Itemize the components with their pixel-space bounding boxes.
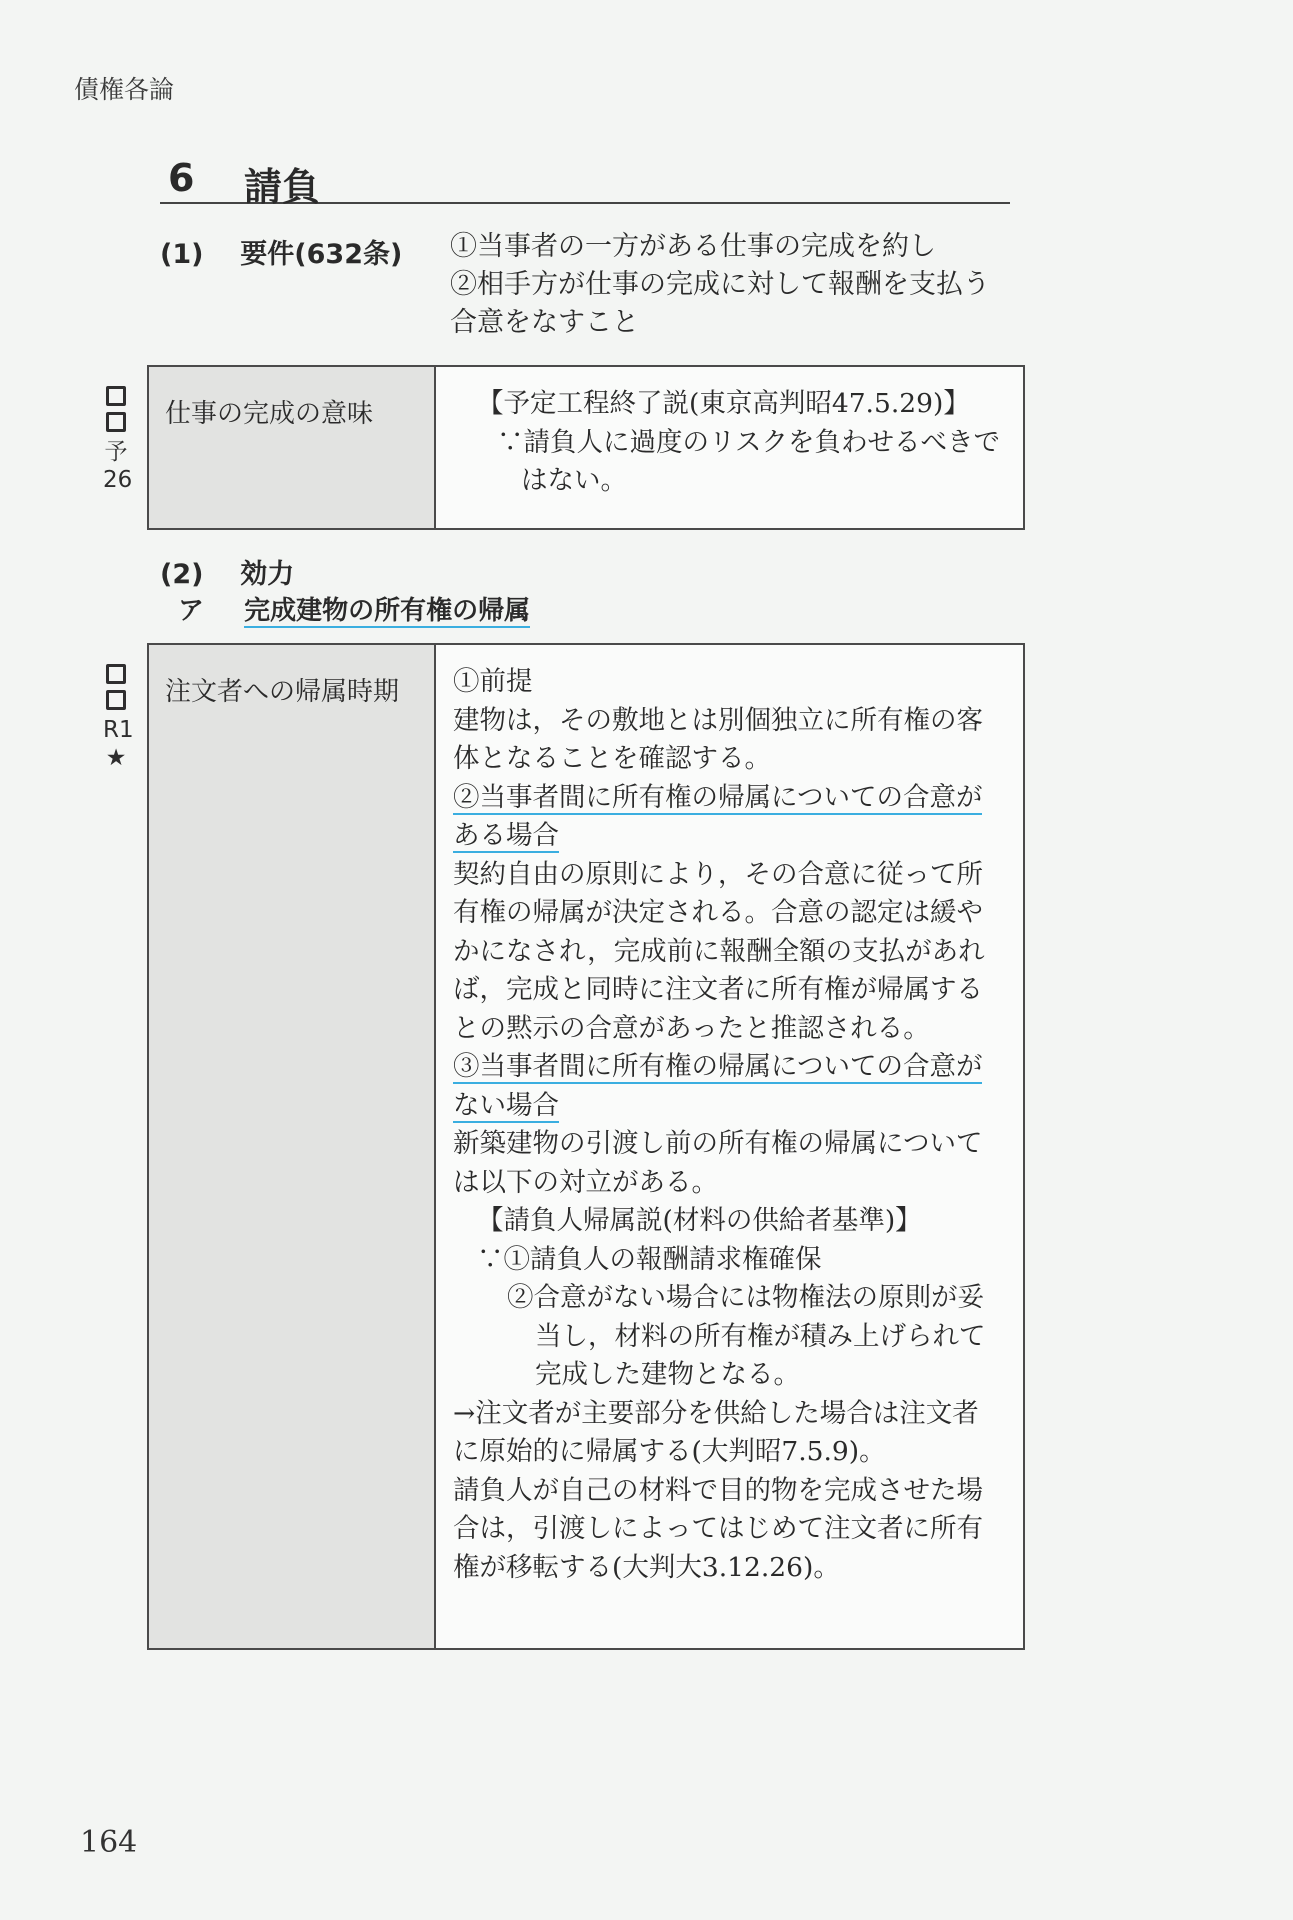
effect-sub-label: ア xyxy=(178,596,205,626)
exam-tag: 予 xyxy=(104,439,128,465)
body-line: 契約自由の原則により，その合意に従って所 xyxy=(453,858,983,890)
star-icon: ★ xyxy=(105,745,127,771)
term-label: 仕事の完成の意味 xyxy=(165,399,374,429)
requirements-title: 要件 xyxy=(240,239,295,270)
body-line: 【請負人帰属説(材料の供給者基準)】 xyxy=(477,1205,922,1236)
body-line: ∵①請負人の報酬請求権確保 xyxy=(477,1243,822,1275)
checkbox-icon[interactable] xyxy=(106,412,126,432)
reason-line: ∵請負人に過度のリスクを負わせるべきで xyxy=(497,426,1000,458)
body-line: ①前提 xyxy=(453,666,533,697)
body-line: →注文者が主要部分を供給した場合は注文者 xyxy=(453,1397,979,1429)
definition-box-ownership xyxy=(147,643,1025,1650)
body-line: 当し，材料の所有権が積み上げられて xyxy=(535,1320,986,1352)
body-line: ②合意がない場合には物権法の原則が妥 xyxy=(507,1282,984,1313)
explanation-cell xyxy=(453,385,1011,501)
effect-title: 効力 xyxy=(240,559,295,590)
term-label: 注文者への帰属時期 xyxy=(165,677,400,707)
section-title xyxy=(160,152,1010,209)
checkbox-icon[interactable] xyxy=(106,690,126,710)
theory-line: 【予定工程終了説(東京高判昭47.5.29)】 xyxy=(477,388,970,419)
exam-year-tag: 26 xyxy=(103,467,133,493)
effect-sub-title: 完成建物の所有権の帰属 xyxy=(244,596,531,626)
body-line: 有権の帰属が決定される。合意の認定は緩や xyxy=(453,897,983,928)
body-line: ある場合 xyxy=(453,820,559,851)
review-marks-1 xyxy=(103,382,133,494)
term-cell xyxy=(149,645,436,1648)
body-line: 建物は，その敷地とは別個独立に所有権の客 xyxy=(453,704,983,736)
running-header: 債権各論 xyxy=(74,75,175,104)
effect-heading xyxy=(160,552,294,591)
body-line: かになされ，完成前に報酬全額の支払があれ xyxy=(453,935,985,967)
body-line: 完成した建物となる。 xyxy=(535,1359,800,1390)
effect-subheading xyxy=(178,590,530,627)
review-marks-2 xyxy=(103,660,134,772)
body-line: 合は，引渡しによってはじめて注文者に所有 xyxy=(453,1513,983,1544)
term-cell xyxy=(149,367,436,528)
requirements-article: (632条) xyxy=(294,239,403,270)
definition-box-completion xyxy=(147,365,1025,530)
checkbox-icon[interactable] xyxy=(106,386,126,406)
body-line: ば，完成と同時に注文者に所有権が帰属する xyxy=(453,974,983,1005)
body-line: に原始的に帰属する(大判昭7.5.9)。 xyxy=(453,1436,886,1467)
section-number: 6 xyxy=(168,156,195,200)
requirements-line: ①当事者の一方がある仕事の完成を約し xyxy=(450,231,936,262)
body-line: ③当事者間に所有権の帰属についての合意が xyxy=(453,1051,983,1082)
requirements-heading xyxy=(160,232,402,271)
requirements-body xyxy=(450,228,1020,342)
body-line: 請負人が自己の材料で目的物を完成させた場 xyxy=(453,1474,983,1506)
body-line: 体となることを確認する。 xyxy=(453,743,771,774)
requirements-label: (1) xyxy=(160,239,204,270)
body-line: との黙示の合意があったと推認される。 xyxy=(453,1012,930,1044)
section-heading: 請負 xyxy=(244,165,321,209)
body-line: ない場合 xyxy=(453,1089,559,1121)
effect-label: (2) xyxy=(160,559,204,590)
page-number: 164 xyxy=(80,1825,138,1860)
body-line: 権が移転する(大判大3.12.26)。 xyxy=(453,1551,840,1583)
requirements-line: 合意をなすこと xyxy=(450,307,639,338)
requirements-line: ②相手方が仕事の完成に対して報酬を支払う xyxy=(450,269,990,300)
body-line: 新築建物の引渡し前の所有権の帰属について xyxy=(453,1128,983,1159)
checkbox-icon[interactable] xyxy=(106,664,126,684)
explanation-cell xyxy=(453,663,1011,1587)
body-line: は以下の対立がある。 xyxy=(453,1166,718,1198)
reason-line: はない。 xyxy=(521,465,627,496)
exam-tag: R1 xyxy=(103,717,134,743)
body-line: ②当事者間に所有権の帰属についての合意が xyxy=(453,781,983,813)
